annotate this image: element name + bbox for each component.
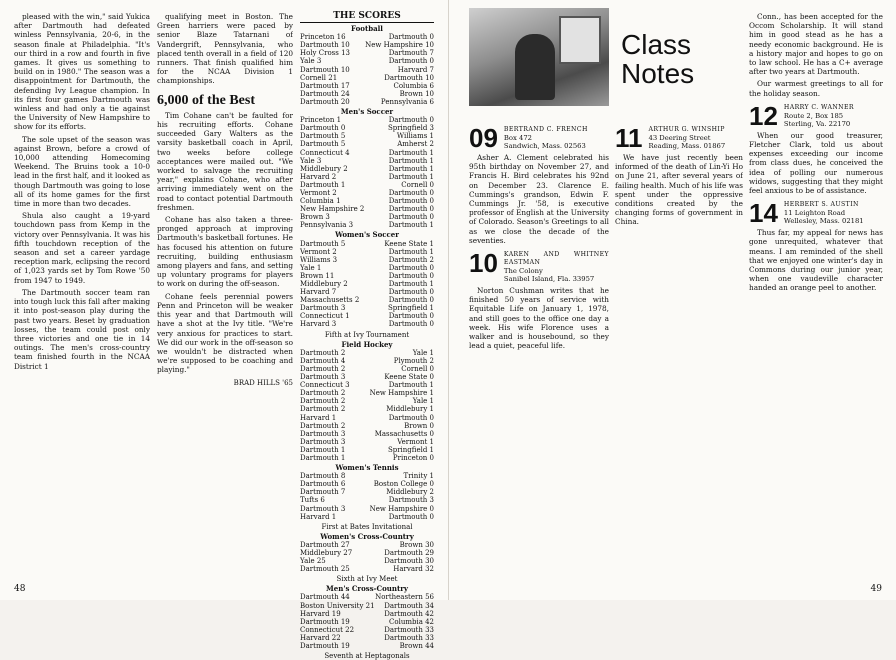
score-right: Dartmouth 42 [384, 609, 434, 618]
score-row [300, 124, 434, 132]
score-row [300, 565, 434, 573]
photo-window [559, 16, 601, 64]
score-left: Dartmouth 2 [300, 421, 346, 430]
score-row [300, 438, 434, 446]
score-left: Yale 3 [300, 156, 322, 165]
score-row [300, 618, 434, 626]
score-row [300, 49, 434, 57]
page-number-right: 49 [870, 584, 882, 594]
score-right: New Hampshire 0 [369, 504, 434, 513]
score-right: Yale 1 [412, 348, 434, 357]
paragraph: Tim Cohane can't be faulted for his recruiting efforts. Cohane succeeded Gary Walters as the varsity basketball coach in April, two weeks before college acceptances were mailed out. "We worked to salvage the recruiting year," explains Cohane, who after arriving immediately went on the road to contact potential Dartmouth freshmen. [157, 110, 293, 212]
score-row [300, 33, 434, 41]
score-left: Dartmouth 1 [300, 445, 346, 454]
score-left: Boston University 21 [300, 601, 375, 610]
score-row [300, 149, 434, 157]
scores-table [300, 12, 434, 660]
score-left: Dartmouth 2 [300, 348, 346, 357]
class-entry-header [749, 198, 883, 229]
score-left: Princeton 1 [300, 116, 342, 125]
title-line: Notes [621, 58, 695, 89]
title-line: Class [621, 29, 692, 60]
score-row [300, 488, 434, 496]
score-right: Dartmouth 33 [384, 633, 434, 642]
score-right: Dartmouth 1 [388, 221, 434, 230]
score-right: Dartmouth 0 [388, 57, 434, 66]
score-right: Dartmouth 7 [388, 49, 434, 58]
score-left: Dartmouth 5 [300, 132, 346, 141]
class-entry-text: Asher A. Clement celebrated his 95th birthday on November 27, and Francis H. Bird celebrates his 92nd on December 23. Clarence E. Cummings's grandson, Edwin F. Cummings Jr. '58, is executive professor of English at the University of Colorado. Season's Greetings to all as we close the decade of the seventies. [469, 153, 609, 245]
score-row [300, 280, 434, 288]
score-left: Dartmouth 2 [300, 397, 346, 406]
score-right: New Hampshire 10 [365, 41, 434, 50]
scores-note: Sixth at Ivy Meet [336, 575, 398, 584]
score-left: Dartmouth 0 [300, 124, 346, 133]
class-year: 10 [469, 248, 498, 279]
score-row [300, 557, 434, 565]
score-row [300, 264, 434, 272]
score-right: Dartmouth 33 [384, 625, 434, 634]
class-entry-text: Norton Cushman writes that he finished 50 years of service with Equitable Life on January 1, 1978, and still goes to the office one day a week. His wife Florence uses a walker and is housebound, so they lead a quiet, peaceful life. [469, 286, 609, 351]
score-right: Dartmouth 0 [388, 320, 434, 329]
score-left: Yale 1 [300, 263, 322, 272]
score-left: New Hampshire 2 [300, 205, 365, 214]
score-left: Holy Cross 13 [300, 49, 350, 58]
score-row [300, 593, 434, 601]
score-row [300, 240, 434, 248]
score-left: Harvard 3 [300, 320, 337, 329]
score-row [300, 74, 434, 82]
score-row [300, 626, 434, 634]
class-notes-photo [469, 8, 609, 106]
score-right: Springfield 1 [387, 445, 434, 454]
score-row [300, 389, 434, 397]
scores-note: Seventh at Heptagonals [324, 652, 410, 660]
score-left: Connecticut 4 [300, 148, 350, 157]
score-left: Princeton 16 [300, 33, 346, 42]
class-entry-text: We have just recently been informed of the death of Lin-Yi Ho on June 21, after several years of failing health. Much of his life was spent under the oppressive conditions created by the changing forms of government in China. [615, 153, 743, 227]
score-right: Dartmouth 10 [384, 73, 434, 82]
score-left: Dartmouth 10 [300, 65, 350, 74]
score-left: Tufts 6 [300, 496, 325, 505]
score-row [300, 181, 434, 189]
class-secretary: HERBERT S. AUSTIN 11 Leighton Road Wellesley, Mass. 02181 [783, 201, 864, 226]
score-left: Columbia 1 [300, 197, 341, 206]
score-row [300, 132, 434, 140]
score-left: Dartmouth 5 [300, 140, 346, 149]
section-headline: 6,000 of the Best [157, 92, 255, 108]
score-left: Dartmouth 5 [300, 239, 346, 248]
score-right: Vermont 1 [397, 437, 434, 446]
score-row [300, 66, 434, 74]
photo-figure [515, 34, 555, 100]
scores-section-heading: Field Hockey [341, 339, 393, 349]
score-left: Massachusetts 2 [300, 296, 360, 305]
scores-title: THE SCORES [300, 12, 434, 23]
score-left: Dartmouth 17 [300, 81, 350, 90]
score-right: Dartmouth 0 [388, 33, 434, 42]
score-left: Brown 3 [300, 213, 330, 222]
score-row [300, 381, 434, 389]
scores-section-heading: Women's Tennis [335, 463, 399, 473]
score-right: Northeastern 56 [375, 593, 434, 602]
score-left: Dartmouth 20 [300, 97, 350, 106]
score-right: Cornell 0 [401, 364, 434, 373]
score-right: Yale 1 [412, 397, 434, 406]
score-row [300, 405, 434, 413]
score-right: Pennsylvania 6 [380, 97, 434, 106]
score-right: Williams 1 [396, 132, 434, 141]
scores-section-heading: Men's Cross-Country [326, 584, 408, 594]
class-year: 09 [469, 123, 498, 153]
score-left: Dartmouth 27 [300, 540, 350, 549]
score-row [300, 642, 434, 650]
score-right: New Hampshire 1 [369, 389, 434, 398]
score-row [300, 82, 434, 90]
score-left: Dartmouth 19 [300, 617, 350, 626]
score-left: Middlebury 2 [300, 164, 348, 173]
score-right: Dartmouth 0 [388, 263, 434, 272]
score-row [300, 505, 434, 513]
score-left: Dartmouth 2 [300, 364, 346, 373]
class-year: 11 [615, 123, 643, 153]
class-year: 12 [749, 100, 778, 131]
score-left: Yale 3 [300, 57, 322, 66]
score-row [300, 304, 434, 312]
score-row [300, 472, 434, 480]
right-column-2 [615, 120, 743, 580]
score-left: Middlebury 2 [300, 280, 348, 288]
score-left: Dartmouth 25 [300, 565, 350, 574]
class-notes-title [621, 30, 731, 94]
class-secretary: HARRY C. WANNER Route 2, Box 185 Sterling, Va. 22170 [783, 103, 854, 128]
score-row [300, 513, 434, 521]
score-right: Dartmouth 1 [388, 172, 434, 181]
score-right: Dartmouth 0 [388, 205, 434, 214]
scores-note: Fifth at Ivy Tournament [324, 330, 410, 339]
score-left: Harvard 22 [300, 633, 341, 642]
score-right: Dartmouth 3 [388, 496, 434, 505]
score-row [300, 634, 434, 642]
score-right: Dartmouth 30 [384, 557, 434, 566]
score-right: Keene State 0 [384, 373, 434, 382]
score-right: Cornell 0 [401, 180, 434, 189]
score-right: Amherst 2 [397, 140, 434, 149]
score-right: Brown 10 [399, 89, 434, 98]
score-left: Dartmouth 3 [300, 437, 346, 446]
score-right: Plymouth 2 [393, 356, 434, 365]
score-row [300, 602, 434, 610]
score-left: Williams 3 [300, 255, 338, 264]
score-row [300, 541, 434, 549]
score-right: Dartmouth 0 [388, 512, 434, 521]
score-left: Harvard 1 [300, 512, 337, 521]
score-right: Trinity 1 [403, 472, 434, 481]
score-right: Dartmouth 0 [388, 213, 434, 222]
class-entry-header [469, 123, 609, 153]
score-left: Dartmouth 7 [300, 488, 346, 497]
score-left: Dartmouth 1 [300, 453, 346, 462]
class-secretary: BERTRAND C. FRENCH Box 472 Sandwich, Mass. 02563 [503, 126, 588, 150]
score-row [300, 496, 434, 504]
score-right: Springfield 3 [387, 124, 434, 133]
score-row [300, 221, 434, 229]
class-entry-header [749, 100, 883, 131]
score-left: Dartmouth 3 [300, 304, 346, 313]
score-row [300, 57, 434, 65]
score-right: Dartmouth 0 [388, 296, 434, 305]
scores-body [300, 25, 434, 660]
scores-section-heading: Women's Soccer [335, 230, 399, 240]
score-row [300, 157, 434, 165]
scores-section-heading: Women's Cross-Country [320, 531, 414, 541]
score-left: Dartmouth 4 [300, 356, 346, 365]
score-right: Dartmouth 1 [388, 164, 434, 173]
score-row [300, 357, 434, 365]
score-row [300, 288, 434, 296]
score-row [300, 430, 434, 438]
score-right: Middlebury 2 [386, 488, 434, 497]
score-left: Middlebury 27 [300, 549, 353, 557]
score-left: Yale 25 [300, 557, 326, 566]
paragraph: Cohane has also taken a three-pronged approach at improving Dartmouth's basketball fortunes. He has focused his attention on future recruiting, building enthusiasm among players and fans, and setting up voluntary programs for players to work on during the off-season. [157, 215, 293, 289]
scores-section-heading: Football [351, 24, 383, 34]
paragraph: The sole upset of the season was against Brown, before a crowd of 10,000 attending Homecoming Weekend. The Bruins took a 10-0 lead in the first half, and it looked as though Dartmouth was going to lose all of its home games for the first time in more than two decades. [14, 134, 150, 209]
score-left: Connecticut 1 [300, 312, 350, 321]
paragraph: Shula also caught a 19-yard touchdown pass from Kemp in the victory over Pennsylvania. It was his fifth touchdown reception of the season and set a career yardage reception mark, eclipsing the record of 1,023 yards set by Tom Rowe '50 from 1947 to 1949. [14, 211, 150, 285]
score-left: Dartmouth 10 [300, 41, 350, 50]
score-left: Cornell 21 [300, 73, 338, 82]
score-right: Middlebury 1 [386, 405, 434, 414]
score-right: Dartmouth 0 [388, 413, 434, 422]
score-left: Harvard 1 [300, 413, 337, 422]
score-right: Brown 30 [399, 540, 434, 549]
score-row [300, 397, 434, 405]
score-right: Dartmouth 29 [384, 549, 434, 557]
score-row [300, 98, 434, 106]
score-right: Dartmouth 2 [388, 255, 434, 264]
score-row [300, 116, 434, 124]
score-right: Princeton 0 [392, 453, 434, 462]
score-left: Connecticut 22 [300, 625, 355, 634]
score-right: Dartmouth 0 [388, 288, 434, 297]
score-left: Dartmouth 6 [300, 480, 346, 489]
score-row [300, 272, 434, 280]
score-left: Pennsylvania 3 [300, 221, 354, 230]
score-row [300, 414, 434, 422]
score-row [300, 480, 434, 488]
paragraph: qualifying meet in Boston. The Green harriers were paced by senior Blaze Tatarnani of Vandergrift, Pennsylvania, who placed tenth overall in a field of 120 runners. That finish qualified him for the NCAA Division 1 championships. [157, 12, 293, 86]
left-column-2 [157, 12, 293, 587]
score-left: Vermont 2 [300, 188, 337, 197]
score-right: Springfield 1 [387, 304, 434, 313]
score-right: Dartmouth 0 [388, 197, 434, 206]
score-row [300, 197, 434, 205]
score-right: Harvard 32 [393, 565, 434, 574]
score-left: Dartmouth 3 [300, 429, 346, 438]
score-right: Brown 0 [404, 421, 434, 430]
score-right: Dartmouth 0 [388, 271, 434, 280]
score-right: Dartmouth 0 [388, 312, 434, 321]
scores-note: First at Bates Invitational [321, 522, 413, 531]
score-right: Dartmouth 0 [388, 116, 434, 125]
score-left: Harvard 19 [300, 609, 341, 618]
score-right: Dartmouth 0 [388, 188, 434, 197]
class-year: 14 [749, 198, 778, 229]
paragraph: Cohane feels perennial powers Penn and Princeton will be weaker this year and that Dartmouth will have a shot at the Ivy title. "We're very anxious for practices to start. We did our work in the off-season so we wouldn't be distracted when we're supposed to be coaching and playing." [157, 291, 293, 375]
score-right: Dartmouth 1 [388, 148, 434, 157]
paragraph: Conn., has been accepted for the Occom Scholarship. It will stand him in good stead as he has a needy economic background. He is a history major and hopes to go on to law school. He has a C+ average after two years at Dartmouth. [749, 12, 883, 77]
score-left: Vermont 2 [300, 247, 337, 256]
score-right: Harvard 7 [397, 65, 434, 74]
score-row [300, 549, 434, 557]
class-entry-header [469, 248, 609, 284]
class-secretary: ARTHUR G. WINSHIP 43 Deering Street Reading, Mass. 01867 [648, 126, 726, 150]
right-column-1 [469, 120, 609, 580]
score-row [300, 320, 434, 328]
score-row [300, 41, 434, 49]
score-row [300, 312, 434, 320]
score-right: Dartmouth 1 [388, 247, 434, 256]
score-left: Connecticut 3 [300, 381, 350, 390]
right-page [448, 0, 896, 600]
score-right: Keene State 1 [384, 239, 434, 248]
score-right: Brown 44 [399, 642, 434, 651]
score-row [300, 422, 434, 430]
score-row [300, 140, 434, 148]
score-right: Massachusetts 0 [374, 429, 434, 438]
page-number-left: 48 [14, 584, 26, 594]
score-row [300, 213, 434, 221]
score-right: Columbia 42 [389, 617, 434, 626]
paragraph: Our warmest greetings to all for the holiday season. [749, 79, 883, 98]
score-row [300, 248, 434, 256]
score-left: Dartmouth 1 [300, 180, 346, 189]
class-secretary: KAREN AND WHITNEY EASTMAN The Colony Sanibel Island, Fla. 33957 [503, 251, 609, 284]
score-row [300, 173, 434, 181]
score-row [300, 205, 434, 213]
score-row [300, 349, 434, 357]
score-row [300, 165, 434, 173]
score-right: Boston College 0 [373, 480, 434, 489]
class-entry-header [615, 123, 743, 153]
score-right: Dartmouth 1 [388, 156, 434, 165]
score-right: Dartmouth 1 [388, 280, 434, 288]
score-row [300, 446, 434, 454]
score-right: Dartmouth 1 [388, 381, 434, 390]
score-left: Dartmouth 24 [300, 89, 350, 98]
score-left: Dartmouth 19 [300, 642, 350, 651]
score-row [300, 90, 434, 98]
score-left: Harvard 2 [300, 172, 337, 181]
score-left: Dartmouth 2 [300, 389, 346, 398]
score-left: Dartmouth 8 [300, 472, 346, 481]
class-entry-text: Thus far, my appeal for news has gone unrequited, whatever that means. I am reminded of the shell that we enjoyed one winter's day in Commons during our junior year, when one vaudeville character handed an orange peel to another. [749, 228, 883, 293]
score-row [300, 454, 434, 462]
score-row [300, 365, 434, 373]
right-column-3 [749, 12, 883, 582]
score-right: Dartmouth 34 [384, 601, 434, 610]
paragraph: pleased with the win," said Yukica after Dartmouth had defeated winless Pennsylvania, 20-6, in the season finale at Philadelphia. "It's our third in a row and fourth in five games. It gives us something to build on in 1980." The season was a disappointment for Dartmouth, the defending Ivy League champion. In its first four games Dartmouth was winless and had only a tie against the University of New Hampshire to show for its efforts. [14, 12, 150, 132]
scores-section-heading: Men's Soccer [340, 107, 394, 117]
score-row [300, 189, 434, 197]
score-left: Brown 11 [300, 271, 335, 280]
paragraph: The Dartmouth soccer team ran into tough luck this fall after making it into post-season play during the past two years. Beset by graduation losses, the team could post only three victories and one tie in 14 outings. The men's cross-country team finished fourth in the NCAA District 1 [14, 287, 150, 371]
score-left: Dartmouth 44 [300, 593, 350, 602]
score-right: Columbia 6 [393, 81, 434, 90]
score-row [300, 296, 434, 304]
score-row [300, 373, 434, 381]
byline: BRAD HILLS '65 [233, 378, 293, 387]
score-left: Dartmouth 3 [300, 373, 346, 382]
class-entry-text: When our good treasurer, Fletcher Clark, told us about expenses exceeding our income from class dues, he conceived the idea of polling our numerous widows, suggesting that they might feel anxious to be of assistance. [749, 130, 883, 196]
score-left: Dartmouth 3 [300, 504, 346, 513]
left-column-1 [14, 12, 150, 572]
score-left: Dartmouth 2 [300, 405, 346, 414]
score-row [300, 256, 434, 264]
score-left: Harvard 7 [300, 288, 337, 297]
score-row [300, 610, 434, 618]
